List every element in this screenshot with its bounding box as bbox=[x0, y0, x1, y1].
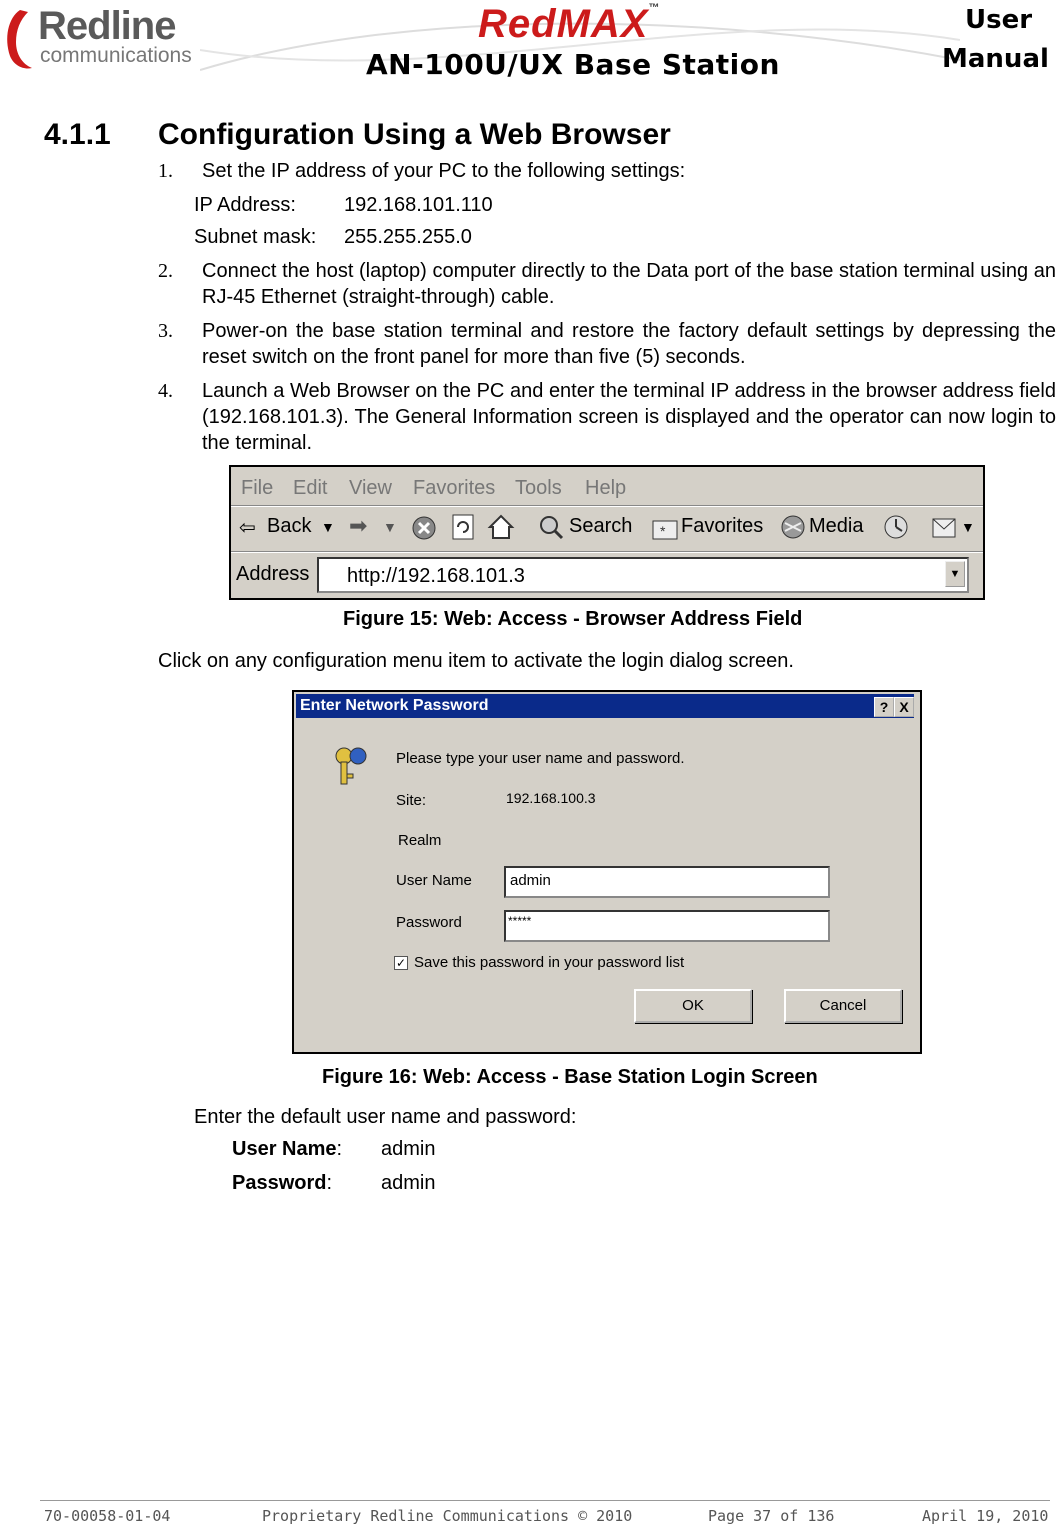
media-button[interactable]: Media bbox=[809, 515, 864, 537]
favorites-button[interactable]: Favorites bbox=[681, 515, 764, 537]
username-label: User Name bbox=[396, 872, 472, 889]
cancel-button[interactable]: Cancel bbox=[784, 989, 902, 1023]
divider bbox=[231, 506, 983, 507]
stop-icon[interactable] bbox=[411, 515, 437, 541]
section-number: 4.1.1 bbox=[44, 118, 111, 151]
username-input-value: admin bbox=[510, 872, 551, 889]
doc-type-user: User bbox=[965, 5, 1033, 35]
ip-value: 192.168.101.110 bbox=[344, 194, 493, 216]
doc-type-manual: Manual bbox=[942, 44, 1049, 74]
key-icon bbox=[332, 744, 372, 786]
default-username-label: User Name bbox=[232, 1138, 337, 1160]
colon: : bbox=[326, 1172, 333, 1194]
default-password-value: admin bbox=[381, 1172, 436, 1194]
back-arrow-icon[interactable]: ⇦ bbox=[239, 517, 256, 539]
mail-icon[interactable] bbox=[931, 513, 961, 541]
footer-copyright: Proprietary Redline Communications © 2010 bbox=[262, 1507, 633, 1525]
menu-favorites[interactable]: Favorites bbox=[413, 477, 496, 499]
default-username-row bbox=[232, 1136, 342, 1162]
forward-arrow-icon[interactable]: ➡ bbox=[349, 513, 368, 538]
step-text: Connect the host (laptop) computer directly to the Data port of the base station terminal using an RJ-45 Ethernet (straight-through) cable. bbox=[202, 260, 1056, 308]
address-label: Address bbox=[236, 563, 310, 585]
site-label: Site: bbox=[396, 792, 427, 809]
step-number: 2. bbox=[158, 260, 173, 282]
menu-edit[interactable]: Edit bbox=[293, 477, 328, 499]
mask-value: 255.255.255.0 bbox=[344, 226, 472, 248]
product-logo-max: MAX bbox=[556, 2, 649, 46]
step-text: Launch a Web Browser on the PC and enter the terminal IP address in the browser address field (192.168.101.3). The General Information screen is displayed and the operator can now login to the terminal. bbox=[202, 380, 1056, 454]
default-password-label: Password bbox=[232, 1172, 327, 1194]
default-username-value: admin bbox=[381, 1138, 436, 1160]
logo-subtitle: communications bbox=[40, 44, 192, 67]
site-value: 192.168.100.3 bbox=[506, 790, 596, 806]
login-dialog bbox=[292, 690, 922, 1054]
forward-dropdown-icon[interactable]: ▼ bbox=[383, 519, 397, 535]
back-button[interactable]: Back bbox=[267, 515, 312, 537]
menu-tools[interactable]: Tools bbox=[515, 477, 562, 499]
menu-view[interactable]: View bbox=[349, 477, 392, 499]
section-title: Configuration Using a Web Browser bbox=[158, 118, 671, 151]
search-icon[interactable] bbox=[537, 513, 565, 541]
favorites-icon[interactable] bbox=[651, 515, 679, 541]
save-password-checkbox[interactable]: ✓ bbox=[395, 956, 407, 970]
defaults-intro: Enter the default user name and password: bbox=[194, 1106, 577, 1128]
dialog-title: Enter Network Password bbox=[300, 697, 489, 714]
browser-screenshot bbox=[229, 465, 985, 600]
divider bbox=[231, 552, 983, 553]
ok-button[interactable]: OK bbox=[634, 989, 752, 1023]
mask-label: Subnet mask: bbox=[194, 226, 317, 248]
colon: : bbox=[336, 1138, 343, 1160]
step-text: Set the IP address of your PC to the following settings: bbox=[202, 160, 686, 182]
menu-file[interactable]: File bbox=[241, 477, 274, 499]
trademark-symbol: ™ bbox=[648, 2, 661, 14]
redline-swoosh-icon bbox=[2, 8, 36, 72]
footer-rule bbox=[40, 1500, 1050, 1501]
dialog-prompt: Please type your user name and password. bbox=[396, 750, 685, 767]
address-field[interactable] bbox=[317, 557, 969, 593]
step-number: 3. bbox=[158, 320, 173, 342]
step-text: Power-on the base station terminal and restore the factory default settings by depressing the reset switch on the front panel for more than five (5) seconds. bbox=[202, 320, 1056, 368]
figure-16-caption: Figure 16: Web: Access - Base Station Login Screen bbox=[322, 1066, 818, 1088]
password-input[interactable] bbox=[504, 910, 830, 942]
save-password-label[interactable]: Save this password in your password list bbox=[414, 954, 685, 971]
station-title: AN-100U/UX Base Station bbox=[366, 48, 780, 81]
help-button[interactable]: ? bbox=[874, 697, 894, 717]
step-number: 4. bbox=[158, 380, 173, 402]
close-button[interactable]: X bbox=[894, 697, 914, 717]
realm-label: Realm bbox=[398, 832, 442, 849]
history-icon[interactable] bbox=[881, 513, 911, 541]
svg-text:*: * bbox=[660, 523, 666, 539]
logo-name: Redline bbox=[38, 4, 176, 48]
search-button[interactable]: Search bbox=[569, 515, 633, 537]
ip-label: IP Address: bbox=[194, 194, 296, 216]
product-logo bbox=[478, 2, 660, 47]
home-icon[interactable] bbox=[487, 513, 515, 541]
password-label: Password bbox=[396, 914, 462, 931]
default-password-row bbox=[232, 1170, 332, 1196]
password-input-value: ***** bbox=[508, 914, 532, 928]
step-number: 1. bbox=[158, 160, 173, 182]
footer-doc-number: 70-00058-01-04 bbox=[44, 1507, 171, 1525]
footer-date: April 19, 2010 bbox=[922, 1507, 1049, 1525]
figure-15-caption: Figure 15: Web: Access - Browser Address Field bbox=[343, 608, 803, 630]
address-value: http://192.168.101.3 bbox=[347, 565, 525, 587]
mail-dropdown-icon[interactable]: ▼ bbox=[961, 519, 975, 535]
product-logo-red: Red bbox=[478, 2, 557, 46]
username-input[interactable] bbox=[504, 866, 830, 898]
refresh-icon[interactable] bbox=[451, 513, 475, 541]
company-logo bbox=[0, 2, 205, 77]
dialog-title-bar bbox=[296, 694, 914, 718]
address-dropdown-icon[interactable]: ▼ bbox=[945, 561, 965, 587]
click-instruction: Click on any configuration menu item to activate the login dialog screen. bbox=[158, 650, 794, 672]
media-icon[interactable] bbox=[779, 513, 807, 541]
footer-page: Page 37 of 136 bbox=[708, 1507, 835, 1525]
back-dropdown-icon[interactable]: ▼ bbox=[321, 519, 335, 535]
menu-help[interactable]: Help bbox=[585, 477, 627, 499]
